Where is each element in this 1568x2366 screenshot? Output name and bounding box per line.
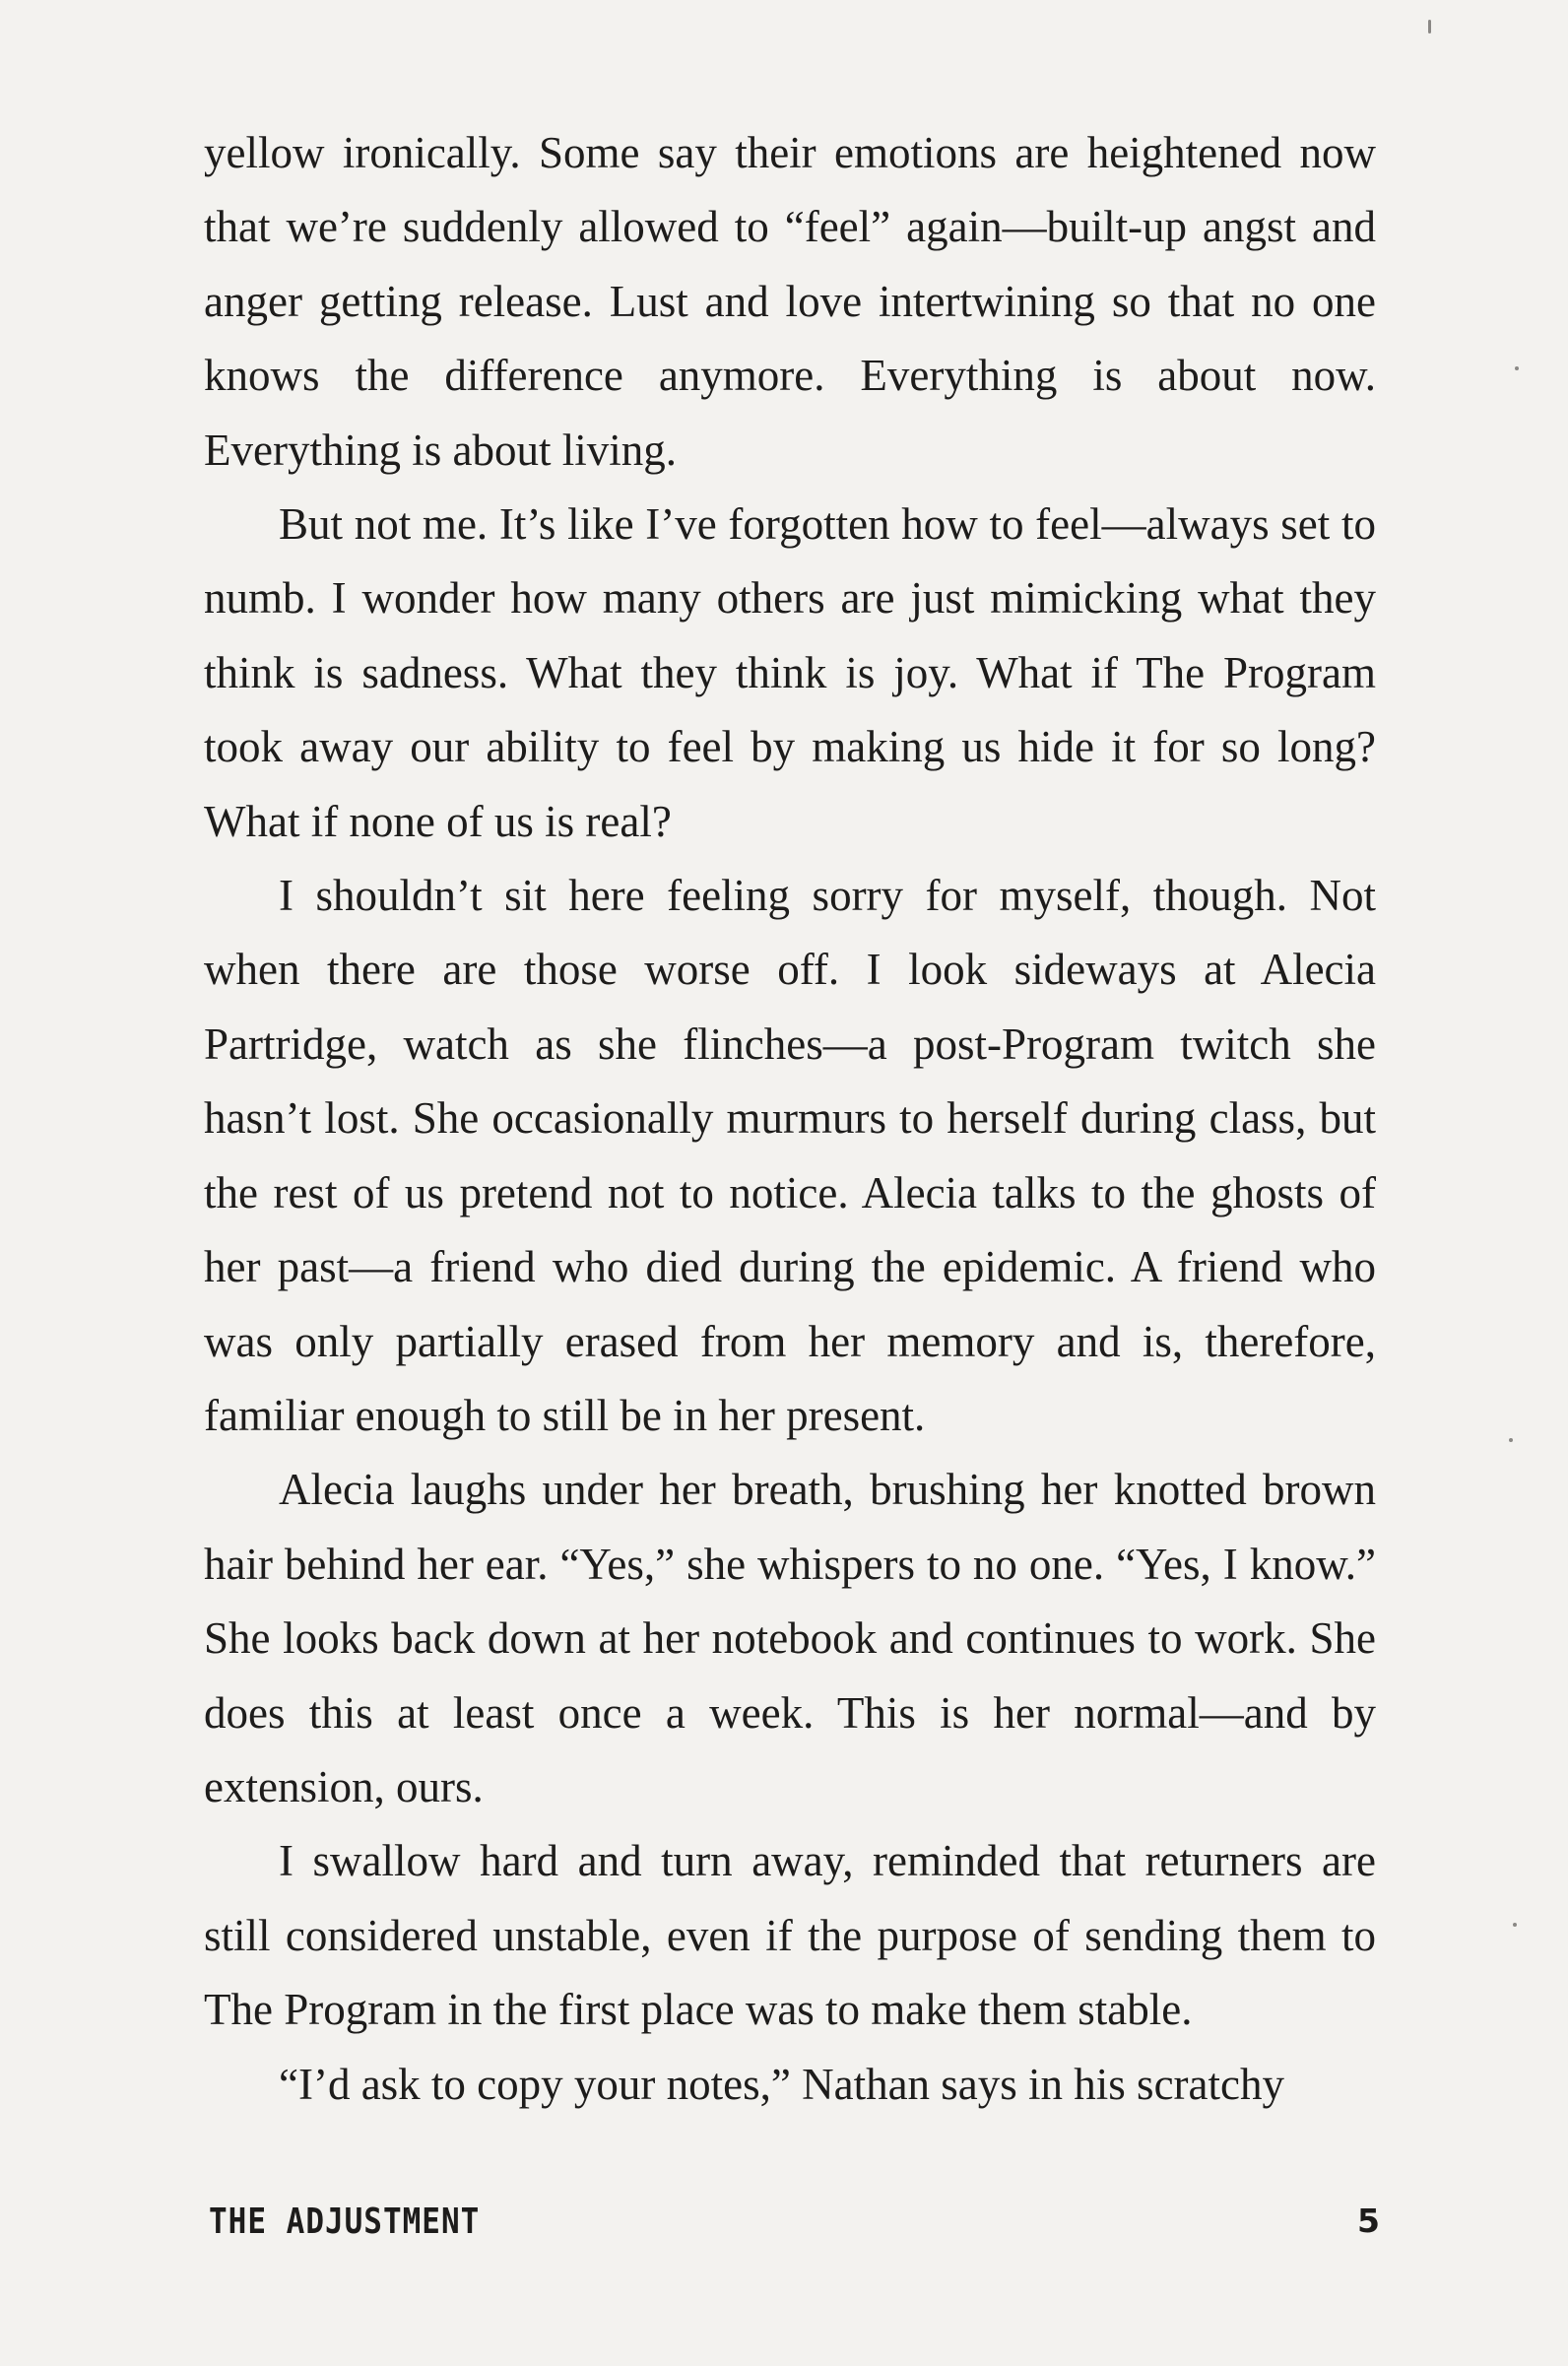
paragraph: But not me. It’s like I’ve forgotten how to feel—always set to numb. I wonder how many others are just mimicking what they think is sadness. What they think is joy. What if The Program took away our ability to feel by making us hide it for so long? What if none of us is real?: [204, 499, 1376, 846]
scan-speck: [1513, 1923, 1517, 1927]
paragraph: yellow ironically. Some say their emotions are heightened now that we’re suddenly allowed to “feel” again—built-up angst and anger getting release. Lust and love intertwining so that no one knows the difference anymore. Everything is about now. Everything is about living.: [204, 128, 1376, 475]
paragraph: “I’d ask to copy your notes,” Nathan says in his scratchy: [279, 2059, 1284, 2109]
page-number: 5: [1357, 2202, 1380, 2240]
paragraph: I shouldn’t sit here feeling sorry for myself, though. Not when there are those worse off. I look sideways at Alecia Partridge, watch as she flinches—a post-Program twitch she hasn’t lost. She occasionally murmurs to herself during class, but the rest of us pretend not to notice. Alecia talks to the ghosts of her past—a friend who died during the epidemic. A friend who was only partially erased from her memory and is, therefore, familiar enough to still be in her present.: [204, 871, 1376, 1440]
scan-speck: [1515, 366, 1519, 370]
body-text: [204, 116, 1376, 2122]
scan-speck: [1509, 1438, 1513, 1442]
paragraph: I swallow hard and turn away, reminded that returners are still considered unstable, even if the purpose of sending them to The Program in the first place was to make them stable.: [204, 1836, 1376, 2035]
running-footer-title: THE ADJUSTMENT: [209, 2202, 481, 2243]
paragraph: Alecia laughs under her breath, brushing her knotted brown hair behind her ear. “Yes,” she whispers to no one. “Yes, I know.” She looks back down at her notebook and continues to work. She does this at least once a week. This is her normal—and by extension, ours.: [204, 1465, 1376, 1811]
scan-speck: [1428, 20, 1431, 33]
